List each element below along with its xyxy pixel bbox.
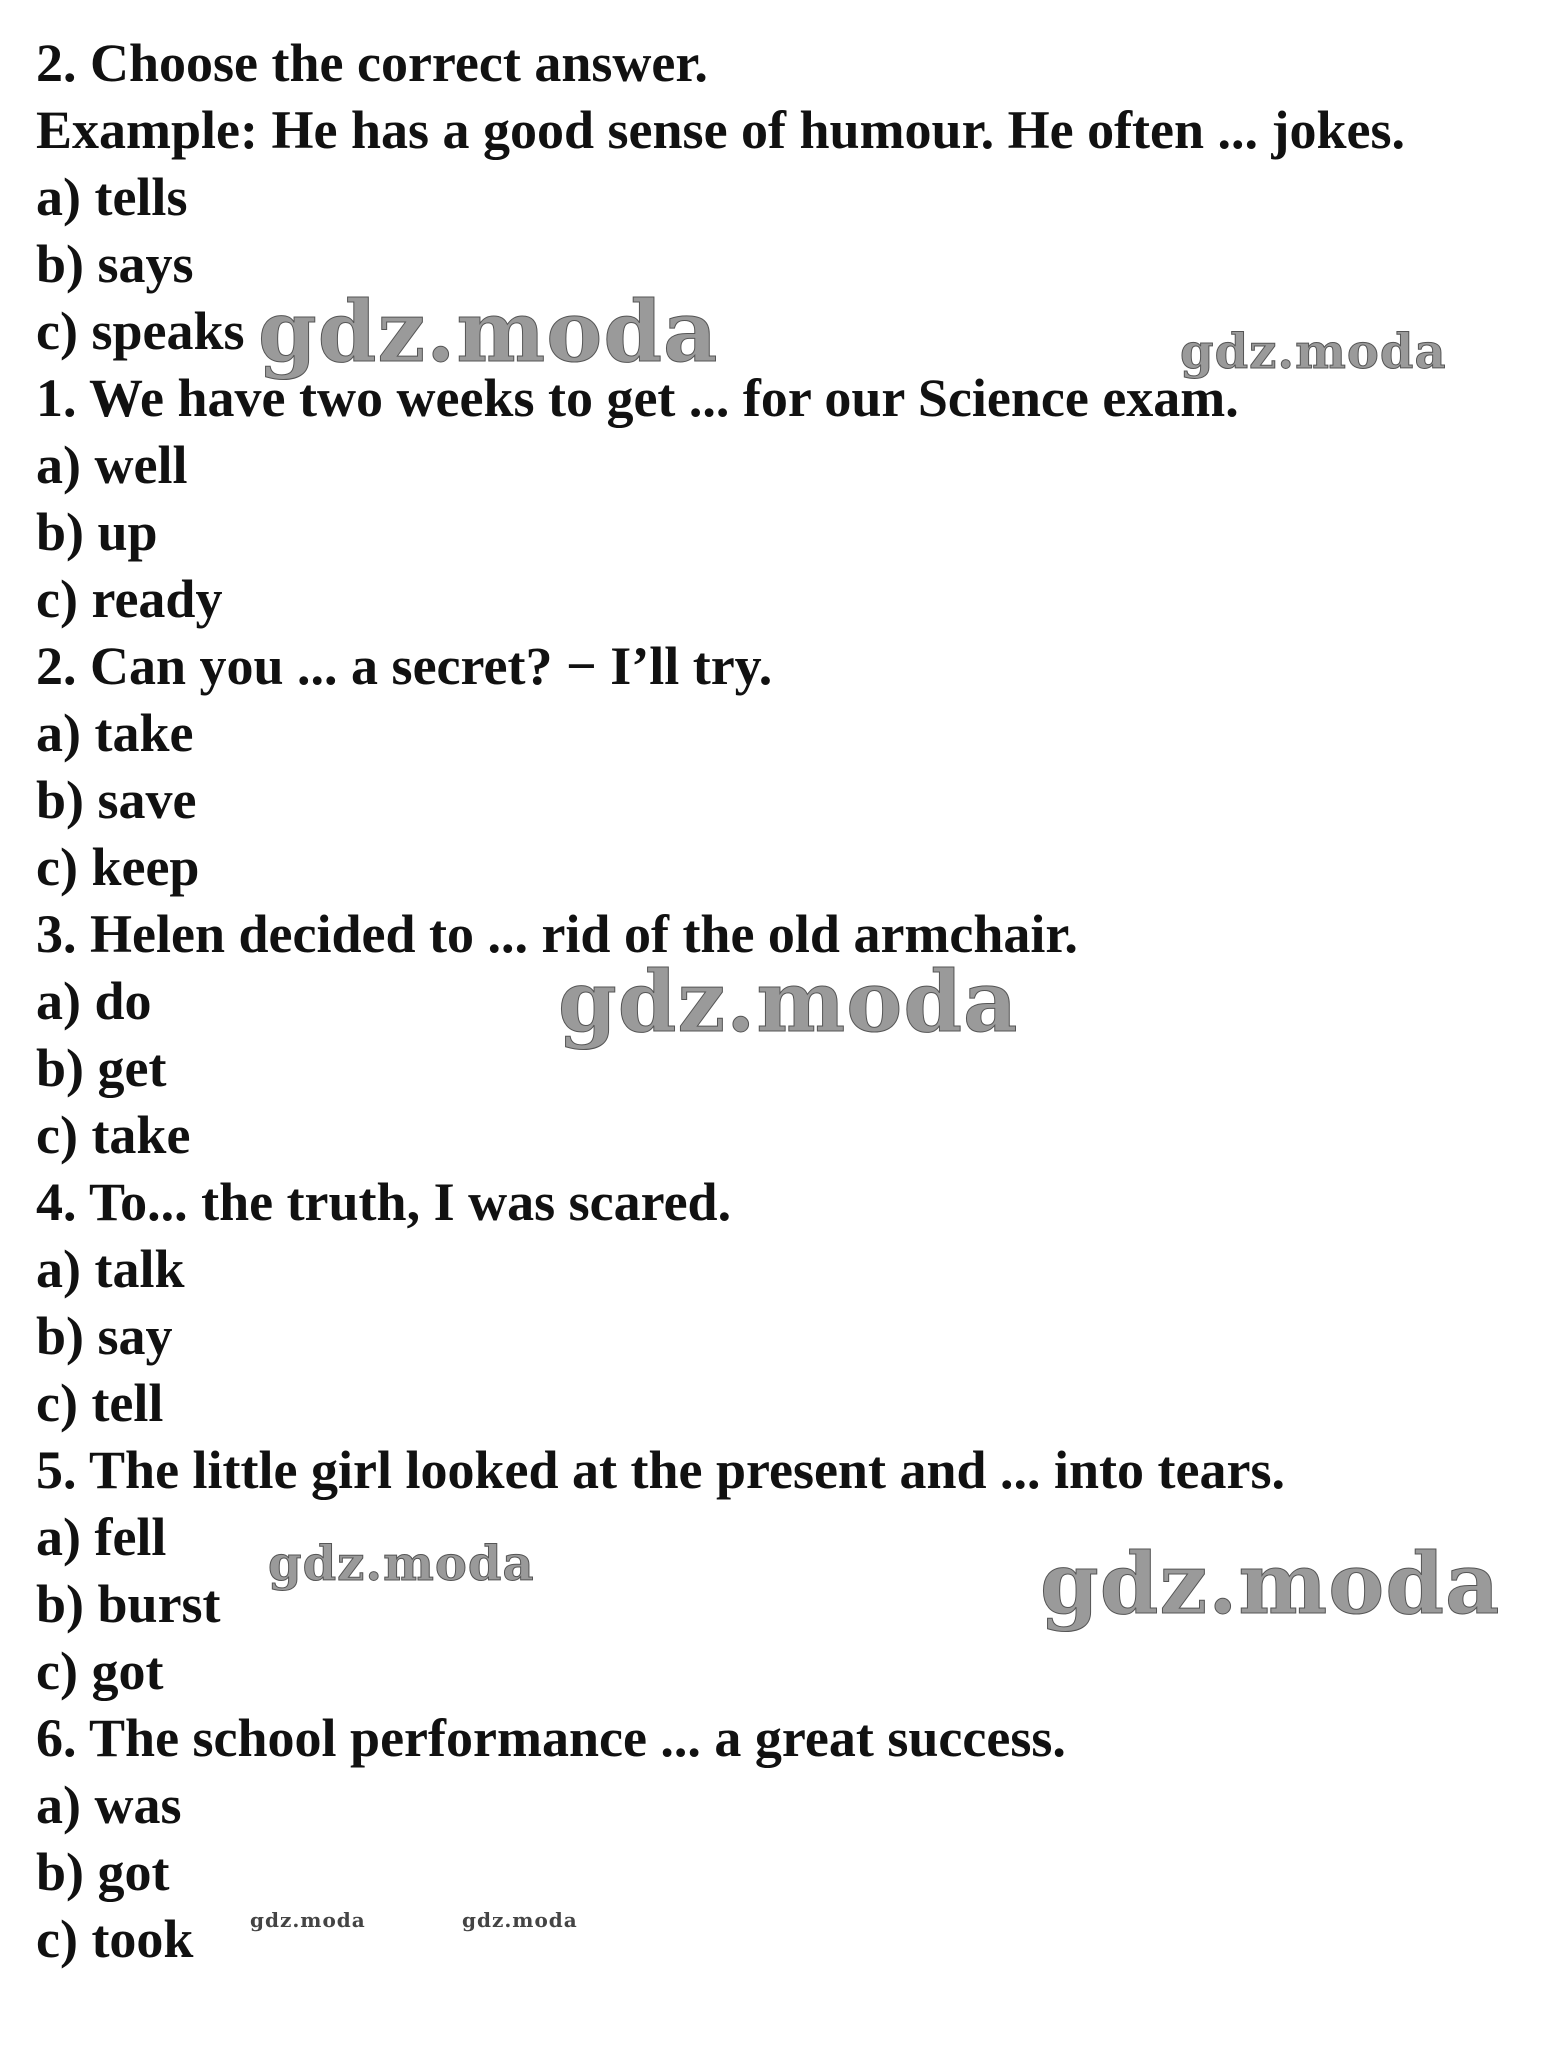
- question-5-option-b: b) burst: [36, 1574, 221, 1634]
- question-6-option-a: a) was: [36, 1775, 182, 1835]
- watermark: gdz.moda: [462, 1908, 578, 1932]
- question-5-option-c: c) got: [36, 1641, 164, 1701]
- exercise-title: 2. Choose the correct answer.: [36, 33, 708, 93]
- watermark: gdz.moda: [250, 1908, 366, 1932]
- example-option-c: c) speaks: [36, 301, 245, 361]
- watermark: gdz.moda: [558, 952, 1019, 1051]
- question-1-option-b: b) up: [36, 502, 158, 562]
- question-1: 1. We have two weeks to get ... for our Science exam.: [36, 368, 1239, 428]
- question-6-option-b: b) got: [36, 1842, 170, 1902]
- question-5: 5. The little girl looked at the present and ... into tears.: [36, 1440, 1285, 1500]
- question-3: 3. Helen decided to ... rid of the old armchair.: [36, 904, 1078, 964]
- question-2-option-b: b) save: [36, 770, 197, 830]
- question-1-option-a: a) well: [36, 435, 188, 495]
- question-6-option-c: c) took: [36, 1909, 194, 1969]
- question-4: 4. To... the truth, I was scared.: [36, 1172, 732, 1232]
- question-1-option-c: c) ready: [36, 569, 223, 629]
- question-4-option-c: c) tell: [36, 1373, 164, 1433]
- question-2: 2. Can you ... a secret? − I’ll try.: [36, 636, 773, 696]
- watermark: gdz.moda: [258, 282, 719, 381]
- question-6: 6. The school performance ... a great success.: [36, 1708, 1066, 1768]
- example-question: Example: He has a good sense of humour. He often ... jokes.: [36, 100, 1406, 160]
- example-option-b: b) says: [36, 234, 194, 294]
- question-4-option-b: b) say: [36, 1306, 173, 1366]
- question-3-option-c: c) take: [36, 1105, 191, 1165]
- question-3-option-b: b) get: [36, 1038, 167, 1098]
- question-5-option-a: a) fell: [36, 1507, 167, 1567]
- watermark: gdz.moda: [268, 1536, 535, 1592]
- watermark: gdz.moda: [1180, 324, 1447, 380]
- question-3-option-a: a) do: [36, 971, 152, 1031]
- example-option-a: a) tells: [36, 167, 188, 227]
- question-2-option-c: c) keep: [36, 837, 200, 897]
- watermark: gdz.moda: [1040, 1534, 1501, 1633]
- question-2-option-a: a) take: [36, 703, 194, 763]
- question-4-option-a: a) talk: [36, 1239, 185, 1299]
